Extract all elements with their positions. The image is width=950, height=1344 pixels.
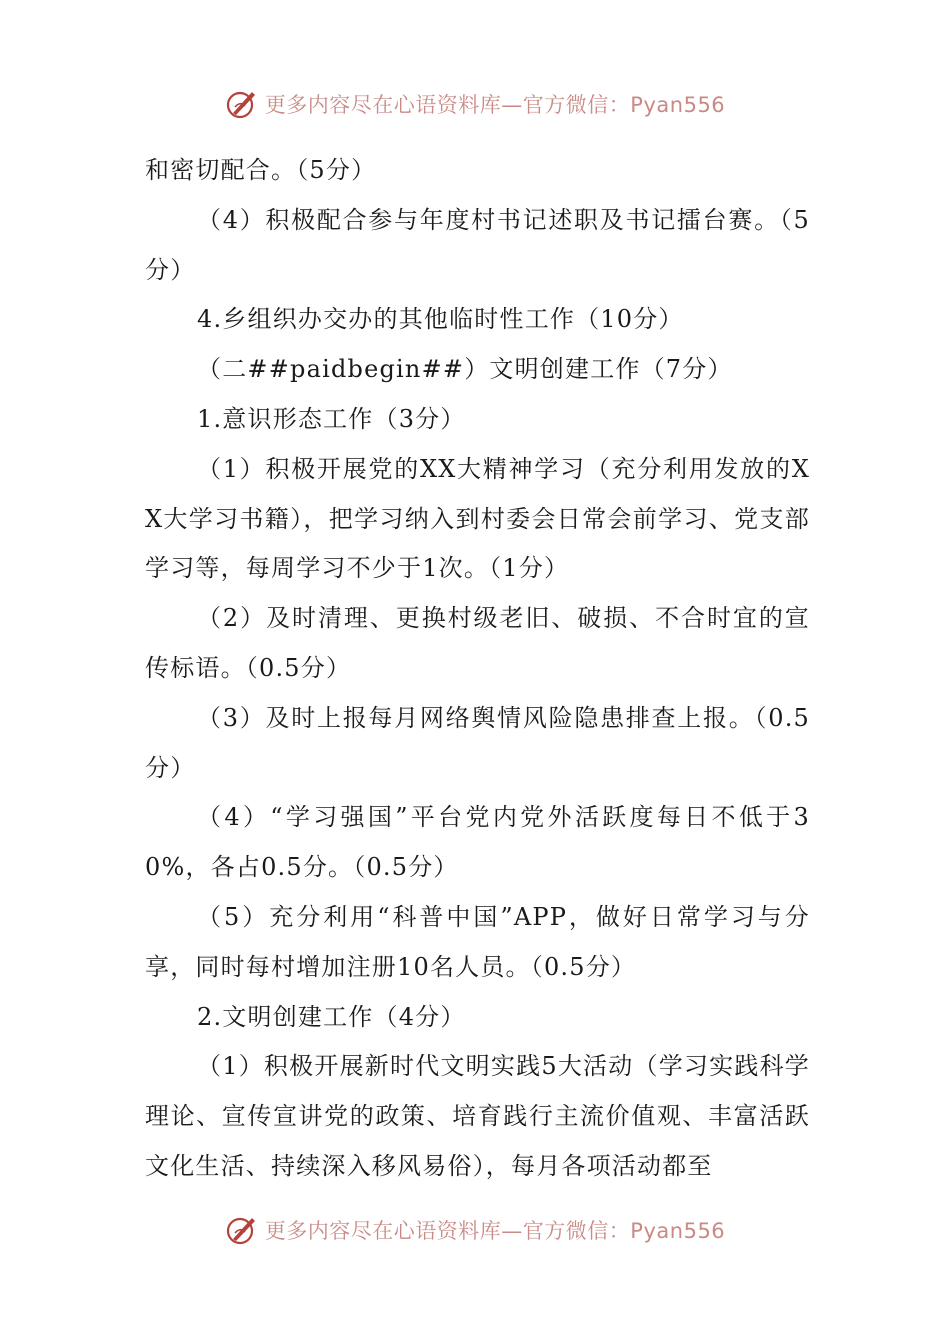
- quill-pen-seal-icon: [225, 87, 259, 121]
- watermark-text: 更多内容尽在心语资料库—官方微信：Pyan556: [264, 93, 726, 117]
- paragraph: （4）积极配合参与年度村书记述职及书记擂台赛。（5分）: [145, 205, 810, 284]
- paragraph: （二##paidbegin##）文明创建工作（7分）: [197, 355, 733, 384]
- paragraph: 1.意识形态工作（3分）: [197, 404, 466, 433]
- header-watermark: [0, 84, 950, 124]
- paragraph: （1）积极开展新时代文明实践5大活动（学习实践科学理论、宣传宣讲党的政策、培育践行主流价值观、丰富活跃文化生活、持续深入移风易俗），每月各项活动都至: [145, 1052, 810, 1180]
- watermark-text: 更多内容尽在心语资料库—官方微信：Pyan556: [264, 1219, 726, 1243]
- quill-pen-seal-icon: [225, 1213, 259, 1247]
- paragraph: （2）及时清理、更换村级老旧、破损、不合时宜的宣传标语。（0.5分）: [145, 604, 810, 682]
- paragraph: （4）“学习强国”平台党内党外活跃度每日不低于30%，各占0.5分。（0.5分）: [145, 803, 810, 882]
- paragraph: 4.乡组织办交办的其他临时性工作（10分）: [197, 305, 684, 334]
- footer-watermark: [0, 1210, 950, 1250]
- paragraph: （5）充分利用“科普中国”APP，做好日常学习与分享，同时每村增加注册10名人员。（0.5分）: [145, 902, 810, 981]
- paragraph: 2.文明创建工作（4分）: [197, 1002, 466, 1031]
- paragraph: （1）积极开展党的XX大精神学习（充分利用发放的XX大学习书籍），把学习纳入到村委会日常会前学习、党支部学习等，每周学习不少于1次。（1分）: [145, 454, 810, 583]
- paragraph: 和密切配合。（5分）: [145, 156, 377, 184]
- paragraph: （3）及时上报每月网络舆情风险隐患排查上报。（0.5分）: [145, 703, 810, 782]
- document-body: [145, 146, 810, 1192]
